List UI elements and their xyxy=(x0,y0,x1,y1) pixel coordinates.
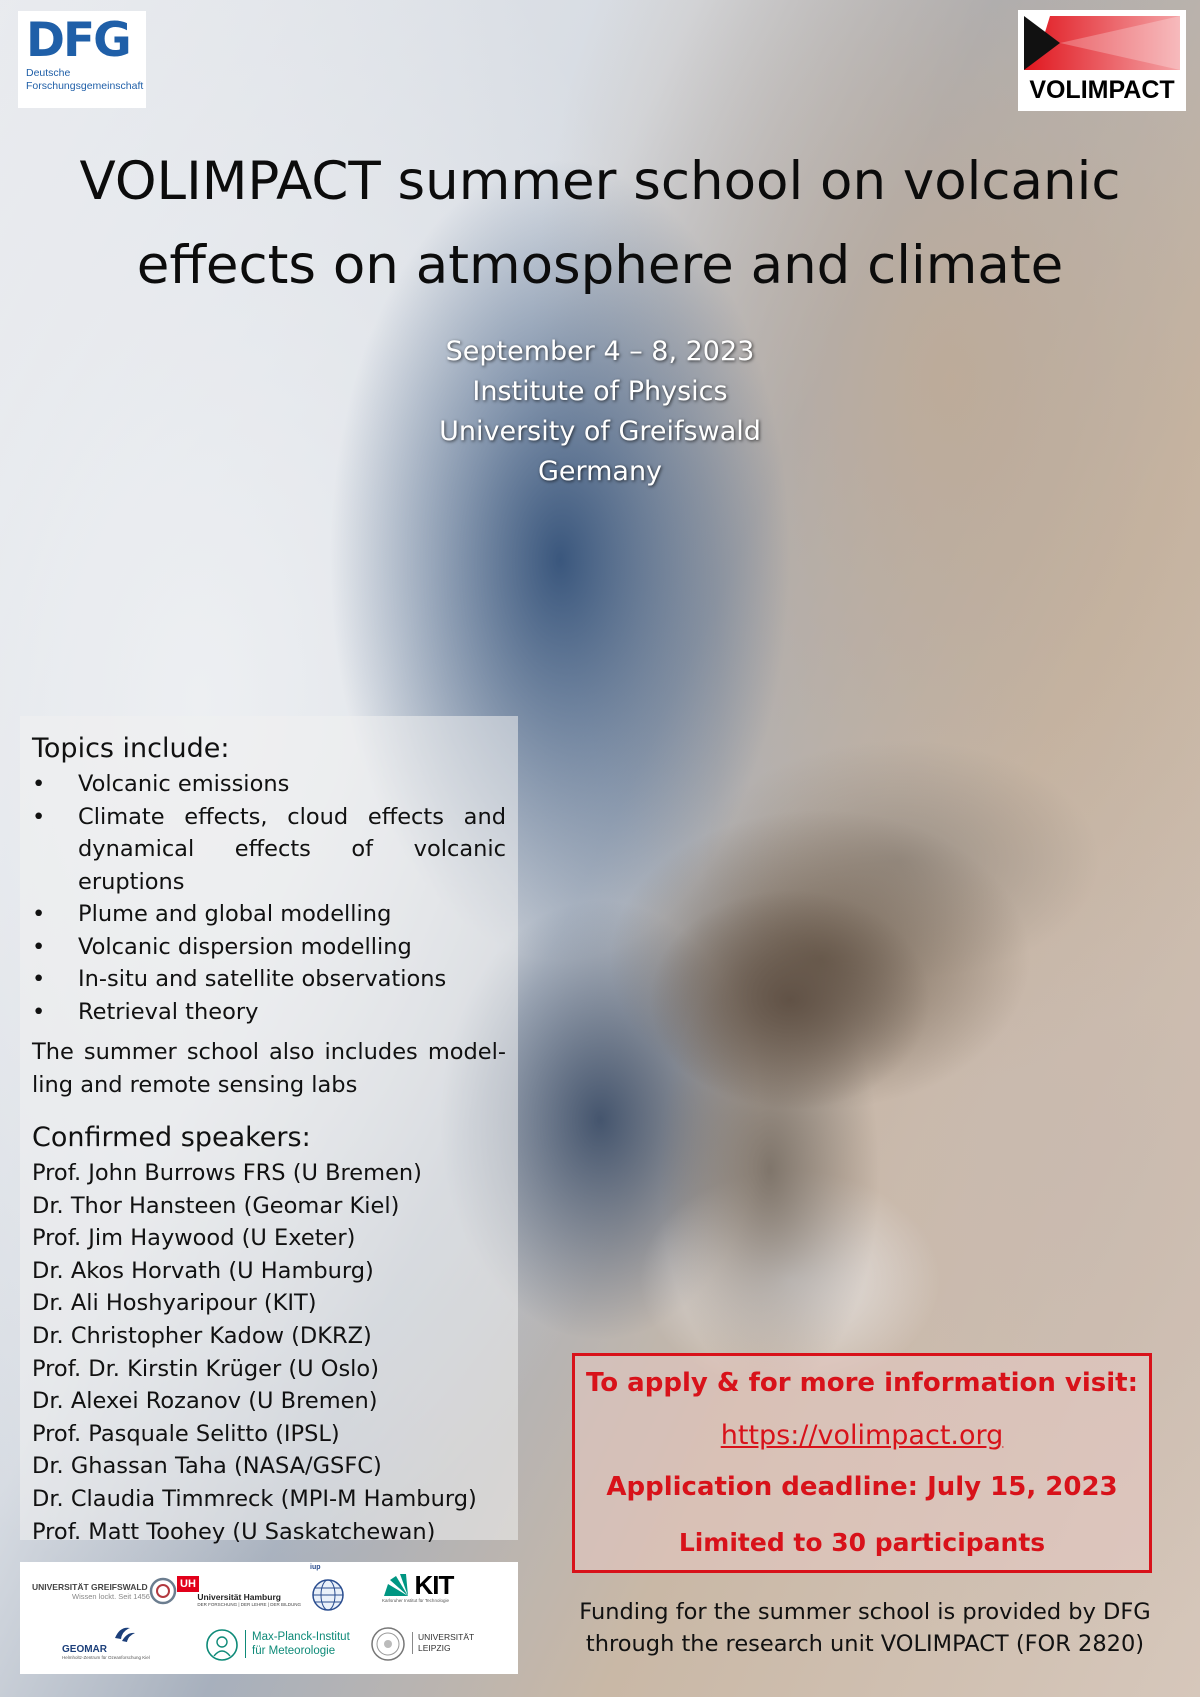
speaker-item: Prof. Jim Haywood (U Exeter) xyxy=(32,1225,356,1252)
greifswald-logo xyxy=(32,1582,150,1601)
kit-tagline: Karlsruher Institut für Technologie xyxy=(382,1598,449,1603)
leipzig-line1: UNIVERSITÄT xyxy=(418,1632,475,1642)
speaker-item: Dr. Thor Hansteen (Geomar Kiel) xyxy=(32,1192,400,1219)
speaker-item: Dr. Ali Hoshyaripour (KIT) xyxy=(32,1290,317,1317)
kit-logo xyxy=(382,1572,453,1603)
hamburg-name: Universität Hamburg xyxy=(197,1592,281,1602)
topic-item xyxy=(32,898,506,931)
dfg-logo-line2: Forschungsgemeinschaft xyxy=(26,80,144,92)
mpi-logo xyxy=(245,1630,350,1658)
topic-item xyxy=(32,996,506,1029)
speaker-item: Dr. Alexei Rozanov (U Bremen) xyxy=(32,1388,378,1415)
geomar-wave-icon xyxy=(112,1624,138,1644)
event-country: Germany xyxy=(537,456,663,487)
event-info xyxy=(350,332,850,492)
leipzig-line2: LEIPZIG xyxy=(418,1643,451,1653)
topic-item xyxy=(32,963,506,996)
greifswald-name: UNIVERSITÄT GREIFSWALD xyxy=(32,1582,148,1592)
volimpact-logo xyxy=(1018,10,1186,111)
application-deadline: Application deadline: July 15, 2023 xyxy=(606,1472,1118,1502)
bullet: • xyxy=(32,803,46,830)
topics-heading: Topics include: xyxy=(32,733,230,764)
speaker-item: Prof. John Burrows FRS (U Bremen) xyxy=(32,1160,422,1186)
bullet: • xyxy=(32,901,46,927)
speaker-item: Dr. Ghassan Taha (NASA/GSFC) xyxy=(32,1453,382,1480)
geomar-logo xyxy=(62,1644,150,1660)
event-dates: September 4 – 8, 2023 xyxy=(445,336,755,367)
bullet: • xyxy=(32,998,46,1025)
topic-text: Plume and global modelling xyxy=(78,901,392,927)
speaker-item: Dr. Claudia Timmreck (MPI-M Hamburg) xyxy=(32,1485,477,1512)
funding-line-1: Funding for the summer school is provided by DFG xyxy=(579,1599,1151,1625)
topic-text: Volcanic dispersion modelling xyxy=(78,933,412,960)
apply-box xyxy=(572,1353,1152,1573)
speakers-heading: Confirmed speakers: xyxy=(32,1122,311,1153)
greifswald-seal-icon xyxy=(148,1576,178,1606)
topic-item xyxy=(32,768,506,801)
participant-limit: Limited to 30 participants xyxy=(678,1528,1046,1557)
mpi-minerva-icon xyxy=(205,1628,239,1662)
leipzig-seal-icon xyxy=(370,1626,406,1662)
topic-item xyxy=(32,801,506,899)
dfg-logo-mark: DFG xyxy=(26,13,130,68)
bullet: • xyxy=(32,966,46,992)
labs-note: The summer school also includes model-ling and remote sensing labs xyxy=(32,1039,506,1098)
bullet: • xyxy=(32,933,46,960)
dfg-logo xyxy=(18,11,146,108)
topic-text: Volcanic emissions xyxy=(78,771,290,797)
dfg-logo-line1: Deutsche xyxy=(26,67,71,79)
info-panel xyxy=(20,716,518,1545)
funding-line-2: through the research unit VOLIMPACT (FOR 2820) xyxy=(585,1631,1145,1657)
leipzig-logo xyxy=(412,1632,474,1654)
iup-globe-icon xyxy=(309,1574,347,1612)
topic-item xyxy=(32,931,506,964)
mpi-line2: für Meteorologie xyxy=(252,1645,336,1657)
speaker-item: Prof. Dr. Kirstin Krüger (U Oslo) xyxy=(32,1355,379,1382)
kit-name: KIT xyxy=(414,1570,454,1600)
kit-fan-icon xyxy=(382,1572,410,1598)
topic-text: In-situ and satellite observations xyxy=(78,966,447,992)
topic-text: Retrieval theory xyxy=(78,998,259,1025)
geomar-name: GEOMAR xyxy=(62,1644,107,1655)
topics-list xyxy=(32,768,506,1028)
iup-mark: iup xyxy=(310,1564,321,1571)
title-line-2: effects on atmosphere and climate xyxy=(136,235,1064,296)
speakers-list xyxy=(32,1157,506,1548)
event-institute: Institute of Physics xyxy=(472,376,728,407)
volimpact-logo-graphic xyxy=(1020,12,1184,74)
geomar-tagline: Helmholtz-Zentrum für Ozeanforschung Kiel xyxy=(62,1655,150,1660)
bullet: • xyxy=(32,771,46,797)
speaker-item: Prof. Matt Toohey (U Saskatchewan) xyxy=(32,1518,436,1545)
poster-title xyxy=(40,140,1160,308)
event-university: University of Greifswald xyxy=(439,416,761,447)
topic-text: Climate effects, cloud effects and dynamical effects of volcanic eruptions xyxy=(78,803,506,895)
funding-note xyxy=(560,1596,1170,1660)
hamburg-mark: UH xyxy=(177,1576,199,1592)
apply-heading: To apply & for more information visit: xyxy=(585,1368,1138,1398)
speaker-item: Dr. Akos Horvath (U Hamburg) xyxy=(32,1257,374,1284)
hamburg-logo xyxy=(177,1576,301,1607)
title-line-1: VOLIMPACT summer school on volcanic xyxy=(79,151,1121,212)
partner-logos xyxy=(20,1562,518,1674)
mpi-line1: Max-Planck-Institut xyxy=(252,1631,350,1643)
speaker-item: Dr. Christopher Kadow (DKRZ) xyxy=(32,1322,372,1349)
volimpact-logo-text: VOLIMPACT xyxy=(1029,76,1175,104)
apply-link[interactable]: https://volimpact.org xyxy=(720,1420,1004,1451)
hamburg-tagline: DER FORSCHUNG | DER LEHRE | DER BILDUNG xyxy=(197,1602,301,1607)
speaker-item: Prof. Pasquale Selitto (IPSL) xyxy=(32,1420,340,1447)
greifswald-tagline: Wissen lockt. Seit 1456 xyxy=(72,1592,150,1601)
